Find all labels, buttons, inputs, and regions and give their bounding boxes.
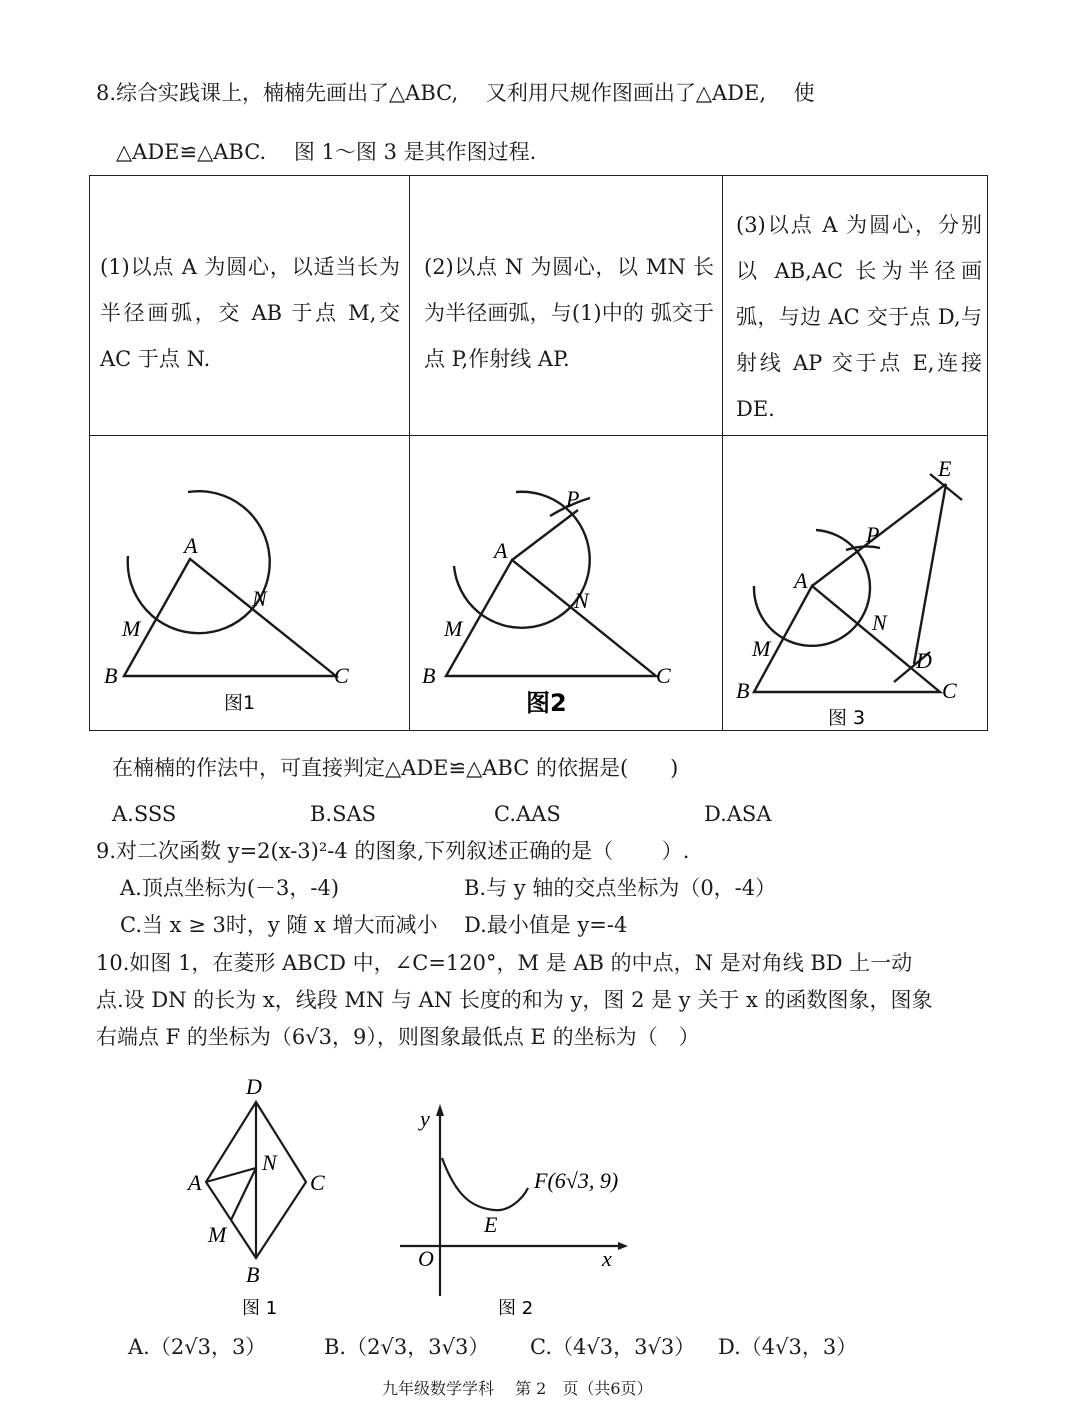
figure-2: [410, 436, 722, 730]
q9-option-a: A.顶点坐标为(－3，-4): [120, 876, 340, 900]
fig3-label-b: B: [736, 678, 750, 703]
page-footer: 九年级数学学科 第 2 页（共6页）: [382, 1379, 653, 1398]
step-2-text: (2)以点 N 为圆心，以 MN 长为半径画弧，与(1)中的 弧交于点 P,作射线 AP.: [424, 255, 714, 371]
fig3-label-n: N: [872, 610, 887, 635]
fig3-label-e: E: [938, 456, 952, 481]
q9-option-d: D.最小值是 y=-4: [464, 913, 628, 937]
fig1-label-c: C: [334, 663, 349, 688]
q10-figure-1: [180, 1068, 350, 1328]
figure-3: [724, 436, 988, 730]
fig3-label-c: C: [942, 678, 957, 703]
q8-line1: 8.综合实践课上，楠楠先画出了△ABC, 又利用尺规作图画出了△ADE, 使: [96, 81, 815, 105]
graph-label-o: O: [418, 1246, 434, 1271]
fig3-label-a: A: [794, 568, 808, 593]
fig2-ray-ap: [512, 510, 578, 560]
fig3-label-p: P: [866, 522, 880, 547]
q8-line2: △ADE≌△ABC. 图 1～图 3 是其作图过程.: [116, 140, 537, 164]
q10-line1: 10.如图 1，在菱形 ABCD 中，∠C=120°，M 是 AB 的中点，N 是对角线 BD 上一动: [96, 951, 913, 975]
x-axis-arrow: [618, 1242, 628, 1250]
step-1-text: (1)以点 A 为圆心，以适当长为半径画弧，交 AB 于点 M,交 AC 于点 N.: [100, 255, 400, 371]
q8-option-d: D.ASA: [704, 802, 772, 826]
fig1-label-a: A: [184, 533, 198, 558]
q9-option-c: C.当 x ≥ 3时，y 随 x 增大而减小: [120, 913, 438, 937]
fig3-caption: 图 3: [828, 707, 866, 729]
q9-stem: 9.对二次函数 y=2(x-3)²-4 的图象,下列叙述正确的是（ ）.: [96, 839, 690, 863]
q10-label-a: A: [188, 1170, 202, 1195]
table-divider-v2: [722, 176, 723, 730]
q10-label-n: N: [262, 1150, 277, 1175]
fig2-label-p: P: [566, 486, 580, 511]
figure-1: [90, 436, 408, 730]
q10-label-c: C: [310, 1170, 325, 1195]
fig2-label-m: M: [444, 616, 463, 641]
fig1-arc: [128, 491, 270, 633]
q10-label-m: M: [208, 1222, 227, 1247]
q10-option-a: A.（2√3，3）: [128, 1335, 267, 1359]
q9-option-b: B.与 y 轴的交点坐标为（0，-4）: [464, 876, 777, 900]
fig3-label-m: M: [752, 636, 771, 661]
graph-label-e: E: [484, 1212, 498, 1237]
q10-line2: 点.设 DN 的长为 x，线段 MN 与 AN 长度的和为 y，图 2 是 y 关于 x 的函数图象，图象: [96, 988, 933, 1012]
fig3-label-d: D: [916, 648, 932, 673]
fig2-caption: 图2: [526, 689, 567, 717]
fig1-triangle: [124, 559, 336, 676]
q8-option-b: B.SAS: [310, 802, 377, 826]
graph-label-y: y: [420, 1106, 430, 1131]
q10-option-c: C.（4√3，3√3）: [530, 1335, 696, 1359]
fig1-caption: 图1: [224, 692, 256, 714]
q10-fig2-caption: 图 2: [498, 1298, 534, 1319]
q10-option-b: B.（2√3，3√3）: [324, 1335, 490, 1359]
fig2-label-c: C: [656, 663, 671, 688]
graph-label-x: x: [602, 1246, 612, 1271]
fig3-segment-de: [914, 484, 946, 664]
q8-question: 在楠楠的作法中，可直接判定△ADE≌△ABC 的依据是( ): [112, 756, 679, 780]
fig2-label-a: A: [494, 538, 508, 563]
segment-mn: [231, 1168, 256, 1220]
fig2-label-b: B: [422, 663, 436, 688]
fig1-label-b: B: [104, 663, 118, 688]
q10-line3: 右端点 F 的坐标为（6√3，9），则图象最低点 E 的坐标为（ ）: [96, 1025, 700, 1049]
y-axis-arrow: [436, 1104, 444, 1116]
q10-label-d: D: [246, 1074, 262, 1099]
q10-option-d: D.（4√3，3）: [718, 1335, 858, 1359]
function-curve: [442, 1158, 528, 1210]
graph-label-f: F(6√3, 9): [534, 1168, 619, 1193]
fig1-label-m: M: [122, 616, 141, 641]
q10-label-b: B: [246, 1262, 260, 1287]
step-3-text: (3)以点 A 为圆心，分别以 AB,AC 长为半径画弧，与边 AC 交于点 D,与射线 AP 交于点 E,连接 DE.: [736, 213, 982, 421]
q10-figure-2: [390, 1096, 660, 1326]
fig2-triangle: [446, 560, 656, 676]
fig2-label-n: N: [574, 588, 589, 613]
fig1-label-n: N: [252, 586, 267, 611]
q8-option-a: A.SSS: [112, 802, 177, 826]
q10-fig1-caption: 图 1: [242, 1298, 278, 1319]
q8-option-c: C.AAS: [494, 802, 561, 826]
